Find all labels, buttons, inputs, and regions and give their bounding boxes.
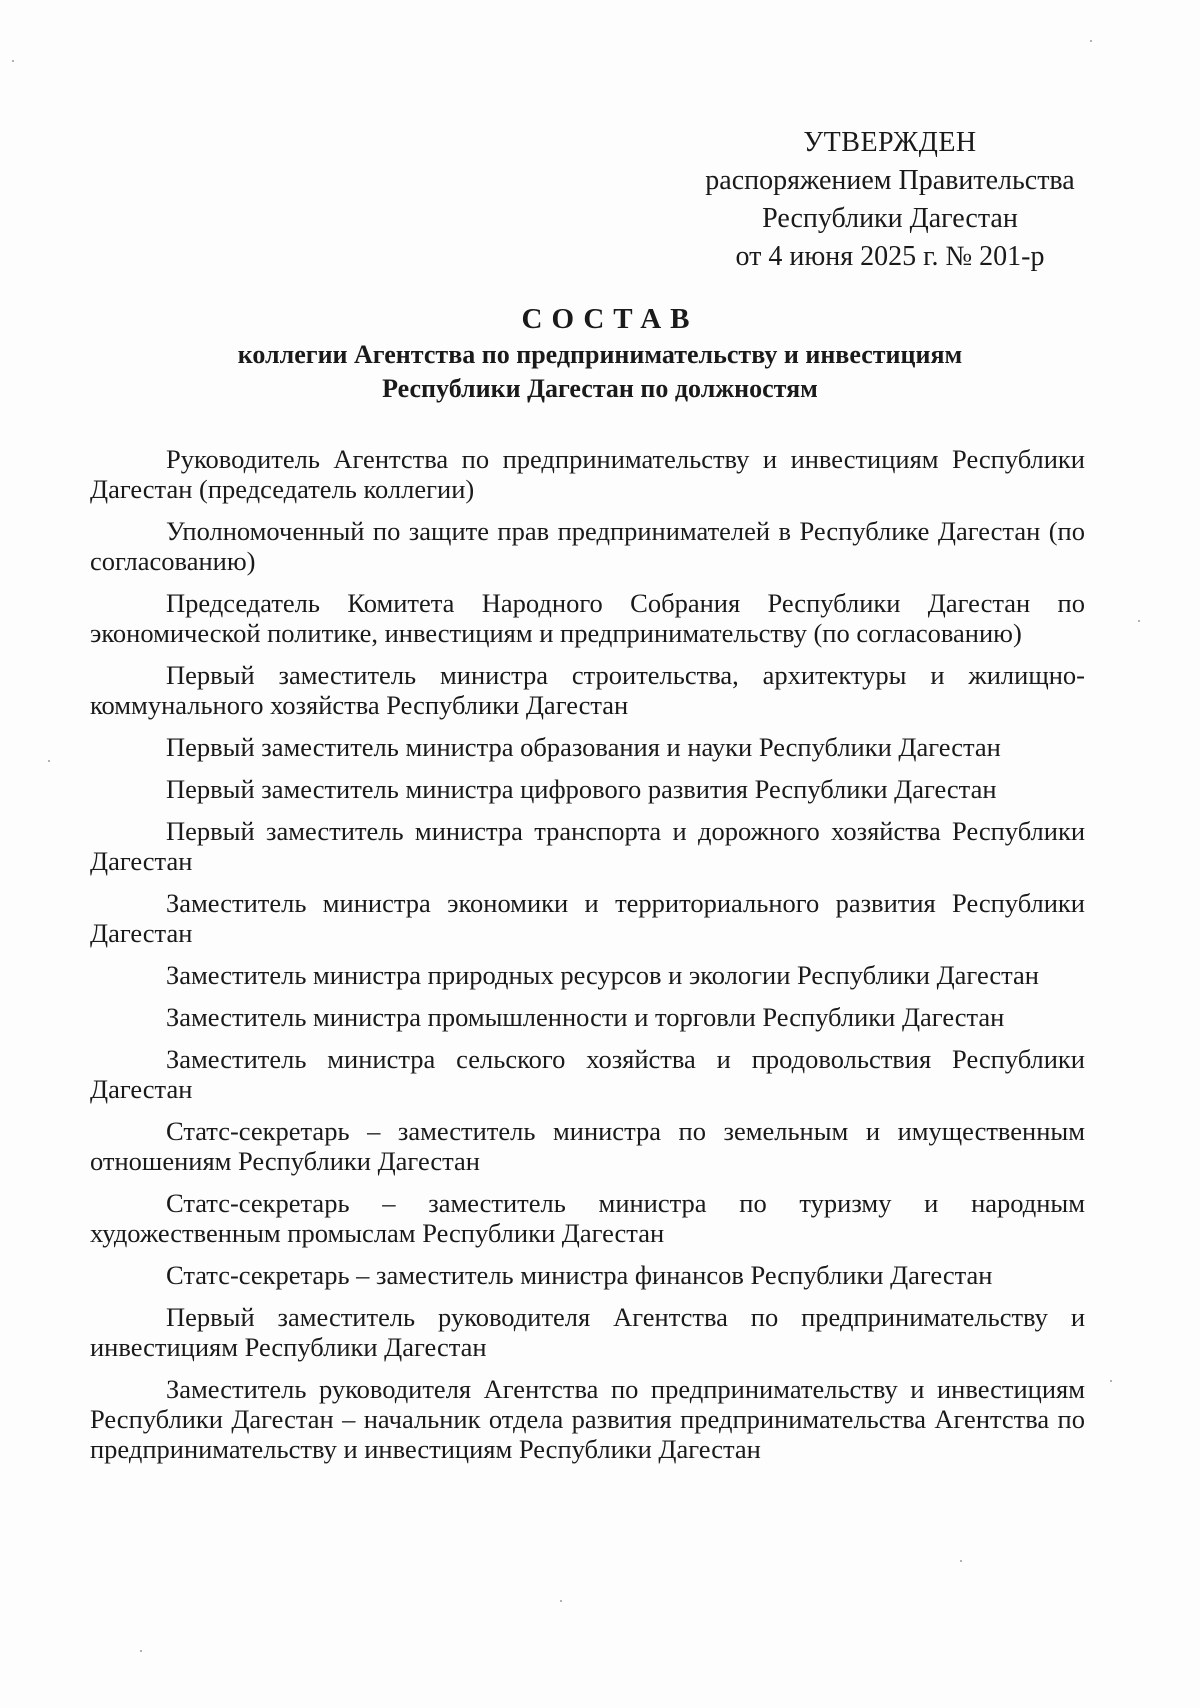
approval-line-2: Республики Дагестан: [762, 203, 1018, 234]
list-item: Руководитель Агентства по предпринимательству и инвестициям Республики Дагестан (председатель коллегии): [90, 444, 1085, 504]
members-list: [90, 444, 1085, 1476]
list-item: Первый заместитель министра цифрового развития Республики Дагестан: [166, 774, 997, 804]
approval-line-1: распоряжением Правительства: [705, 165, 1075, 196]
scan-speck: [12, 60, 14, 62]
list-item: Первый заместитель министра строительства, архитектуры и жилищно-коммунального хозяйства Республики Дагестан: [90, 660, 1085, 720]
approval-line-3: от 4 июня 2025 г. № 201-р: [735, 241, 1045, 272]
list-item: Первый заместитель руководителя Агентства по предпринимательству и инвестициям Республики Дагестан: [90, 1302, 1085, 1362]
document-heading: [90, 300, 1110, 406]
scan-speck: [140, 1650, 142, 1652]
list-item: Председатель Комитета Народного Собрания Республики Дагестан по экономической политике, инвестициям и предпринимательству (по согласованию): [90, 588, 1085, 648]
list-item: Первый заместитель министра образования и науки Республики Дагестан: [166, 732, 1001, 762]
approval-stamp: [680, 124, 1100, 276]
list-item: Заместитель министра сельского хозяйства и продовольствия Республики Дагестан: [90, 1044, 1085, 1104]
list-item: Первый заместитель министра транспорта и дорожного хозяйства Республики Дагестан: [90, 816, 1085, 876]
scan-speck: [48, 760, 50, 762]
list-item: Заместитель руководителя Агентства по предпринимательству и инвестициям Республики Дагестан – начальник отдела развития предпринимательства Агентства по предпринимательству и инвестициям Республики Дагестан: [90, 1374, 1085, 1464]
scan-speck: [1090, 40, 1092, 42]
scan-speck: [560, 1600, 562, 1602]
scan-speck: [1110, 1380, 1112, 1382]
list-item: Статс-секретарь – заместитель министра финансов Республики Дагестан: [166, 1260, 993, 1290]
list-item: Статс-секретарь – заместитель министра по туризму и народным художественным промыслам Республики Дагестан: [90, 1188, 1085, 1248]
document-title: СОСТАВ: [521, 303, 699, 335]
list-item: Заместитель министра экономики и территориального развития Республики Дагестан: [90, 888, 1085, 948]
scan-speck: [960, 1560, 962, 1562]
document-subtitle-line-2: Республики Дагестан по должностям: [382, 374, 818, 403]
list-item: Статс-секретарь – заместитель министра по земельным и имущественным отношениям Республики Дагестан: [90, 1116, 1085, 1176]
document-subtitle-line-1: коллегии Агентства по предпринимательству и инвестициям: [237, 340, 963, 369]
approval-title: УТВЕРЖДЕН: [803, 127, 977, 158]
list-item: Уполномоченный по защите прав предпринимателей в Республике Дагестан (по согласованию): [90, 516, 1085, 576]
list-item: Заместитель министра природных ресурсов и экологии Республики Дагестан: [166, 960, 1039, 990]
scan-speck: [1138, 620, 1140, 622]
list-item: Заместитель министра промышленности и торговли Республики Дагестан: [166, 1002, 1005, 1032]
